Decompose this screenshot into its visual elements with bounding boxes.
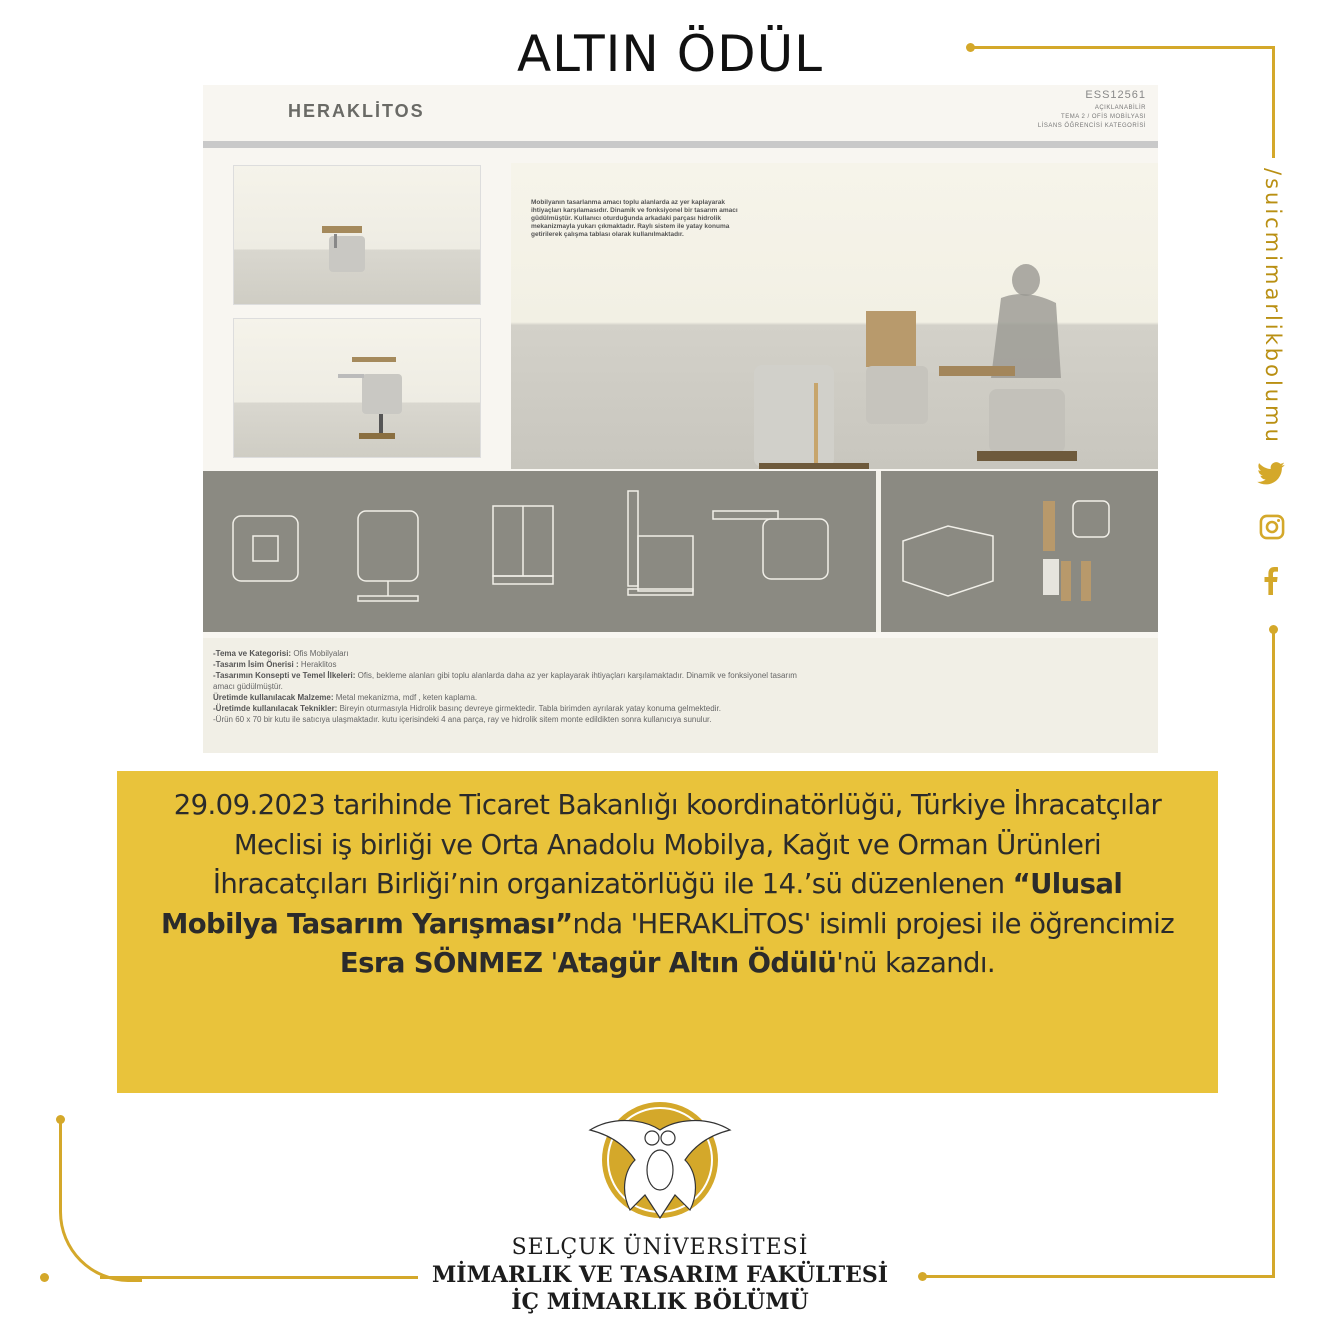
poster-meta: LİSANS ÖĞRENCİSİ KATEGORİSİ xyxy=(1037,123,1146,129)
award-name: Atagür Altın Ödülü xyxy=(557,947,837,979)
frame-line-top xyxy=(970,46,1275,49)
announcement-text: 29.09.2023 tarihinde Ticaret Bakanlığı koordinatörlüğü, Türkiye İhracatçılar Meclisi iş birliği ve Orta Anadolu Mobilya, Kağıt ve Orman Ürünleri İhracatçıları Birliği’nin organizatörlüğü ile 14.’sü düzenlenen “Ulusal Mobilya Tasarım Yarışması”nda 'HERAKLİTOS' isimli projesi ile öğrencimiz Esra SÖNMEZ 'Atagür Altın Ödülü'nü kazandı. xyxy=(160,789,1175,979)
award-announcement xyxy=(117,771,1218,1093)
design-poster xyxy=(203,85,1158,753)
technical-drawings xyxy=(203,471,1158,632)
poster-divider xyxy=(203,141,1158,148)
competition-name: “Ulusal Mobilya Tasarım Yarışması” xyxy=(160,868,1123,940)
page-title: ALTIN ÖDÜL xyxy=(516,25,824,83)
footer-university: SELÇUK ÜNİVERSİTESİ xyxy=(511,1235,809,1260)
render-thumbnail-2 xyxy=(233,318,481,458)
footer-department: İÇ MİMARLIK BÖLÜMÜ xyxy=(511,1289,809,1315)
spec-line: Üretimde kullanılacak Malzeme: Metal mekanizma, mdf , keten kaplama. xyxy=(213,693,478,702)
spec-line: -Tema ve Kategorisi: Ofis Mobilyaları xyxy=(213,649,349,658)
poster-title: HERAKLİTOS xyxy=(288,101,425,121)
spec-line: -Üretimde kullanılacak Teknikler: Bireyin oturmasıyla Hidrolik basınç devreye girmektedir. Tabla birimden ayrılarak yatay konuma gelmektedir. xyxy=(213,704,721,713)
frame-dot xyxy=(1269,625,1278,634)
student-name: Esra SÖNMEZ xyxy=(339,947,543,979)
spec-line: -Tasarım İsim Önerisi : Heraklitos xyxy=(213,660,337,669)
twitter-icon[interactable] xyxy=(1256,459,1286,489)
frame-line-right-top xyxy=(1272,46,1275,158)
poster-meta: AÇIKLANABİLİR xyxy=(1094,105,1146,111)
instagram-icon[interactable] xyxy=(1258,513,1286,541)
frame-dot xyxy=(966,43,975,52)
university-seal-logo xyxy=(585,1100,735,1225)
spec-line: -Ürün 60 x 70 bir kutu ile satıcıya ulaşmaktadır. kutu içerisindeki 4 ana parça, ray ve hidrolik sitem monte edildikten sonra kullanıcıya sunulur. xyxy=(213,715,712,724)
poster-meta: TEMA 2 / OFİS MOBİLYASI xyxy=(1061,114,1146,120)
spec-line: -Tasarımın Konsepti ve Temel İlkeleri: Ofis, bekleme alanları gibi toplu alanlarda daha az yer kaplayarak ihtiyaçları karşılamaktadır. Dinamik ve fonksiyonel tasarım xyxy=(213,671,797,680)
facebook-icon[interactable] xyxy=(1259,565,1283,595)
render-thumbnail-1 xyxy=(233,165,481,305)
main-render xyxy=(511,163,1158,469)
social-handle[interactable]: /suicmimarlikbolumu xyxy=(1261,168,1285,445)
spec-line: amacı güdülmüştür. xyxy=(213,682,283,691)
poster-code: ESS12561 xyxy=(1085,89,1146,101)
design-description: Mobilyanın tasarlanma amacı toplu alanlarda az yer kaplayarak ihtiyaçları karşılamasıdır. Dinamik ve fonksiyonel bir tasarım amacı güdülmüştür. Kullanıcı oturduğunda arkadaki parçası hidrolik mekanizmayla yukarı çıkmaktadır. Raylı sistem ile yatay konuma getirilerek çalışma tablası olarak kullanılmaktadır. xyxy=(531,199,738,238)
frame-line-right-bottom xyxy=(1272,628,1275,1278)
footer-faculty: MİMARLIK VE TASARIM FAKÜLTESİ xyxy=(431,1262,889,1288)
design-specifications xyxy=(203,638,1158,753)
